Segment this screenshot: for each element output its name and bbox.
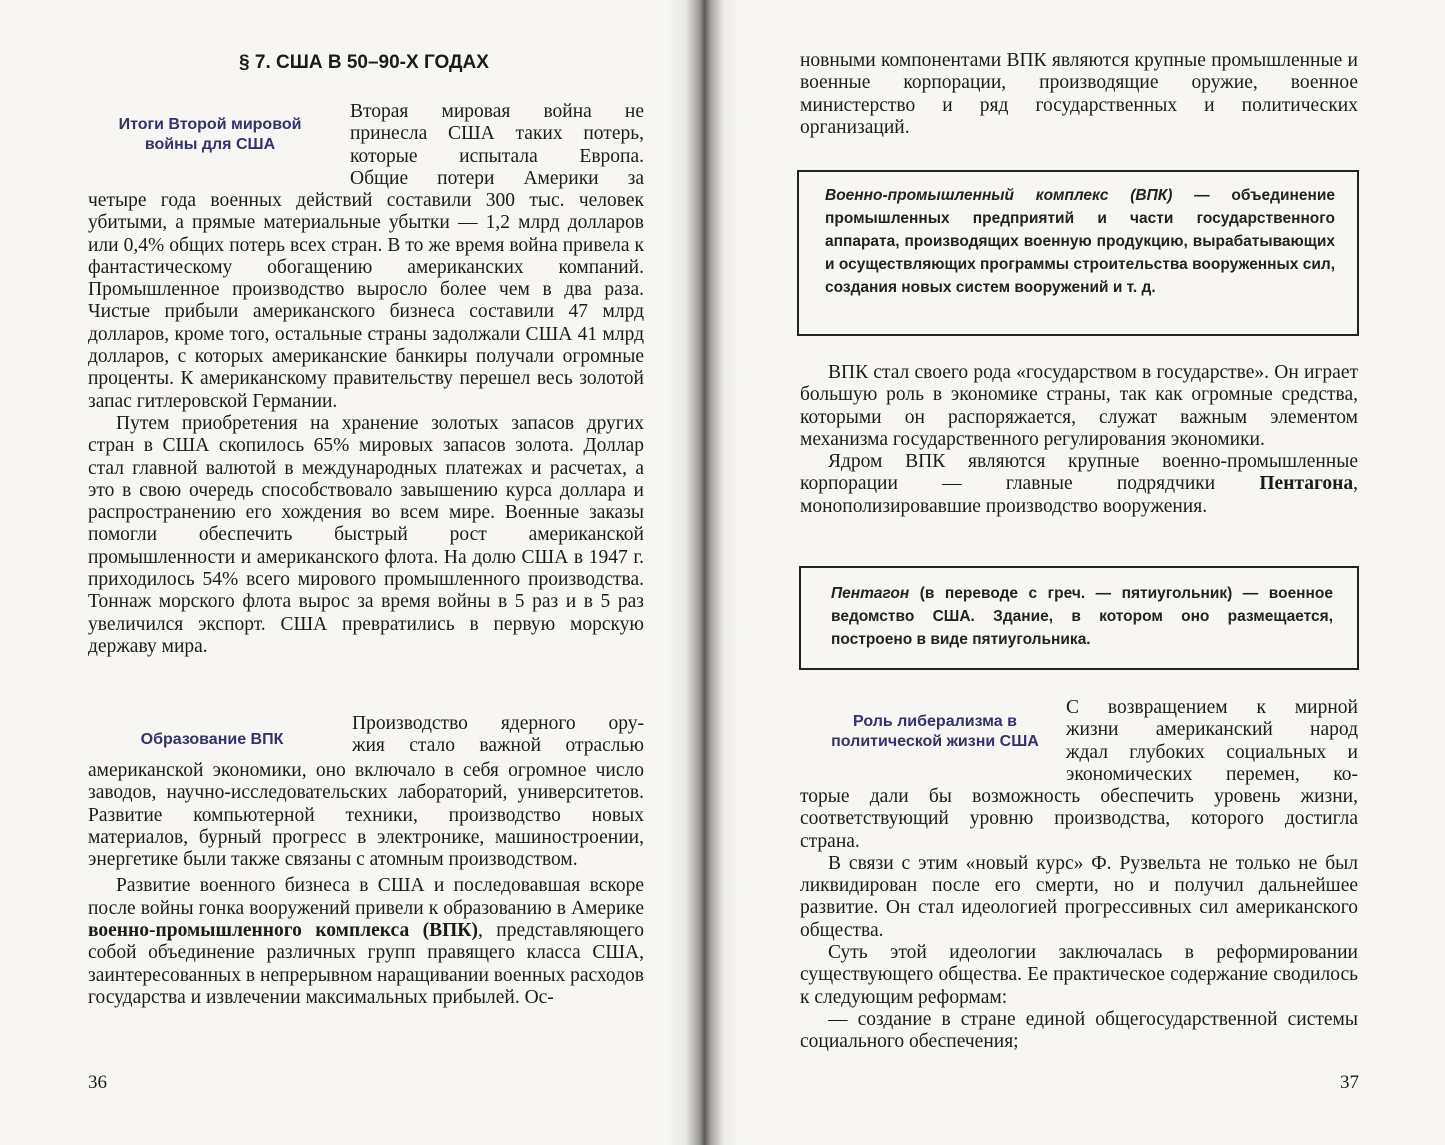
sidebar-heading-liberalism: Роль либерализма в политической жизни США	[831, 713, 1039, 750]
sidebar-heading-vpk: Образование ВПК	[140, 731, 284, 748]
intro-float	[350, 101, 644, 190]
paragraph-pentagon-before: Ядром ВПК являются крупные военно-промышленные корпорации — главные подрядчики	[800, 451, 1358, 495]
definition-pentagon-text: (в переводе с греч. — пятиугольник) — военное ведомство США. Здание, в котором оно размещается, построено в виде пятиугольника.	[831, 585, 1333, 648]
liberalism-line-2: жизни американский народ	[1066, 719, 1358, 741]
list-item: — создание в стране единой общегосударственной системы социального обеспечения;	[800, 1008, 1358, 1053]
paragraph-vpk-after: , представляющего собой объединение различных групп правящего класса США, заинтересованных в непрерывном наращивании военных расходов государства и извлечении максимальных прибылей. Ос-	[88, 920, 645, 1008]
definition-vpk-term: Военно-промышленный комплекс (ВПК)	[825, 187, 1173, 204]
definition-box-vpk	[797, 170, 1359, 336]
definition-pentagon-term: Пентагон	[831, 585, 910, 602]
liberalism-line-4: экономических перемен, ко-	[1066, 763, 1358, 785]
sidebar-heading-results: Итоги Второй мировой войны для США	[118, 116, 302, 153]
definition-vpk	[825, 184, 1335, 299]
liberalism-line-3: ждал глубоких социальных и	[1066, 741, 1358, 763]
left-flow-1	[88, 190, 644, 658]
section-title: § 7. США В 50–90-Х ГОДАХ	[239, 52, 489, 73]
paragraph: четыре года военных действий составили 300 тыс. человек убитыми, а прямые материальные убытки — 1,2 млрд долларов или 0,4% общих потерь всех стран. В то же время война привела к фантастическому обогащению американских компаний. Промышленное производство выросло более чем в два раза. Чистые прибыли американского бизнеса составили 47 млрд долларов, кроме того, остальные страны задолжали США 41 млрд долларов, с которых американские банкиры получали огромные проценты. К американскому правительству перешел весь золотой запас гитлеровской Германии.	[88, 190, 644, 412]
paragraph-pentagon-after: , монополизировавшие производство вооружения.	[800, 473, 1358, 517]
continuation-paragraph: новными компонентами ВПК являются крупные промышленные и военные корпорации, производящие оружие, военное министерство и ряд государственных и политических организаций.	[800, 50, 1358, 138]
page-number-right: 37	[1340, 1072, 1359, 1093]
vpk-intro-line-1: Производство ядерного ору-	[352, 713, 644, 734]
term-pentagon: Пентагона	[1259, 473, 1354, 495]
intro-line-2: принесла США таких потерь,	[350, 123, 644, 145]
liberalism-line-1: С возвращением к мирной	[1066, 697, 1358, 718]
vpk-intro-float	[352, 713, 644, 758]
intro-line-1: Вторая мировая война не	[350, 101, 644, 122]
paragraph-vpk	[88, 875, 644, 1009]
intro-line-3: которые испытала Европа.	[350, 145, 644, 167]
paragraph: ВПК стал своего рода «государством в государстве». Он играет большую роль в экономике страны, так как огромные средства, которыми он распоряжается, служат важным элементом механизма государственного регулирования экономики.	[800, 362, 1358, 450]
paragraph: Путем приобретения на хранение золотых запасов других стран в США скопилось 65% мировых запасов золота. Доллар стал главной валютой в международных платежах и расчетах, а это в свою очередь способствовало завышению курса доллара и распространению его хождения во всем мире. Военные заказы помогли обеспечить быстрый рост американской промышленности и американского флота. На долю США в 1947 г. приходилось 54% всего мирового промышленного производства. Тоннаж морского флота вырос за время войны в 5 раз и в 5 раз увеличился экспорт. США превратились в первую морскую державу мира.	[88, 412, 644, 657]
paragraph: американской экономики, оно включало в себя огромное число заводов, научно-исследовательских лабораторий, университетов. Развитие компьютерной техники, производство новых материалов, бурный прогресс в электронике, машиностроении, энергетике были также связаны с атомным производством.	[88, 760, 644, 871]
vpk-intro-line-2: жия стало важной отраслью	[352, 735, 644, 757]
definition-box-pentagon	[799, 566, 1359, 670]
right-flow-1	[800, 50, 1358, 139]
paragraph: торые дали бы возможность обеспечить уровень жизни, соответствующий уровню производства, которого достигла страна.	[800, 786, 1358, 852]
paragraph: В связи с этим «новый курс» Ф. Рузвельта не только не был ликвидирован после его смерти, но и получил дальнейшее развитие. Он стал идеологией прогрессивных сил американского общества.	[800, 852, 1358, 941]
left-flow-2	[88, 760, 644, 1009]
paragraph: Суть этой идеологии заключалась в реформировании существующего общества. Ее практическое содержание сводилось к следующим реформам:	[800, 942, 1358, 1008]
term-vpk: военно-промышленного комплекса (ВПК)	[88, 920, 478, 942]
page-number-left: 36	[88, 1072, 107, 1093]
definition-vpk-text: — объединение промышленных предприятий и части государственного аппарата, производящих военную продукцию, вырабатывающих и осуществляющих программы строительства вооруженных сил, создания новых систем вооружений и т. д.	[825, 187, 1336, 296]
right-flow-3	[800, 786, 1358, 1054]
intro-line-4: Общие потери Америки за	[350, 167, 644, 189]
liberalism-intro-float	[1066, 697, 1358, 786]
left-page	[0, 0, 700, 1145]
right-flow-2	[800, 362, 1358, 518]
definition-pentagon	[831, 582, 1333, 651]
paragraph-vpk-before: Развитие военного бизнеса в США и последовавшая вскоре после войны гонка вооружений привели к образованию в Америке	[88, 875, 644, 919]
paragraph-pentagon	[800, 451, 1358, 518]
right-page	[722, 0, 1445, 1145]
